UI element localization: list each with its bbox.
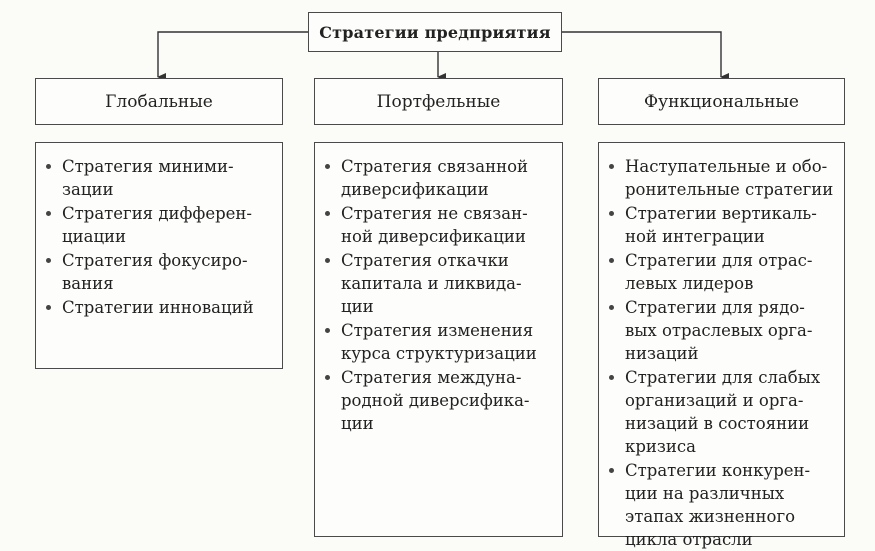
category-portfolio — [314, 78, 563, 125]
list-item: Стратегия миними- зации — [62, 155, 274, 201]
list-item: Наступательные и обо- ронительные стратегии — [625, 155, 836, 201]
connector-right — [562, 32, 721, 77]
list-item: Стратегии инноваций — [62, 296, 274, 319]
category-functional — [598, 78, 845, 125]
category-global — [35, 78, 283, 125]
root-label: Стратегии предприятия — [319, 22, 551, 42]
list-item: Стратегии вертикаль- ной интеграции — [625, 202, 836, 248]
list-item: Стратегия фокусиро- вания — [62, 249, 274, 295]
list-item: Стратегии для слабых организаций и орга- низаций в состоянии кризиса — [625, 366, 836, 458]
list-item: Стратегия дифферен- циации — [62, 202, 274, 248]
list-item: Стратегии для рядо- вых отраслевых орга- низаций — [625, 296, 836, 365]
list-item: Стратегии конкурен- ции на различных этапах жизненного цикла отрасли — [625, 459, 836, 551]
list-item: Стратегия не связан- ной диверсификации — [341, 202, 554, 248]
category-label: Функциональные — [643, 91, 799, 112]
root-node — [308, 12, 562, 52]
list-item: Стратегия связанной диверсификации — [341, 155, 554, 201]
list-item: Стратегия откачки капитала и ликвида- ции — [341, 249, 554, 318]
list-item: Стратегия междуна- родной диверсифика- ции — [341, 366, 554, 435]
list-functional — [598, 142, 845, 549]
list-global — [35, 142, 283, 369]
list-item: Стратегия изменения курса структуризации — [341, 319, 554, 365]
list-portfolio — [314, 142, 563, 537]
connector-left — [158, 32, 308, 77]
list-item: Стратегии для отрас- левых лидеров — [625, 249, 836, 295]
category-label: Глобальные — [105, 91, 213, 112]
category-label: Портфельные — [376, 91, 501, 112]
